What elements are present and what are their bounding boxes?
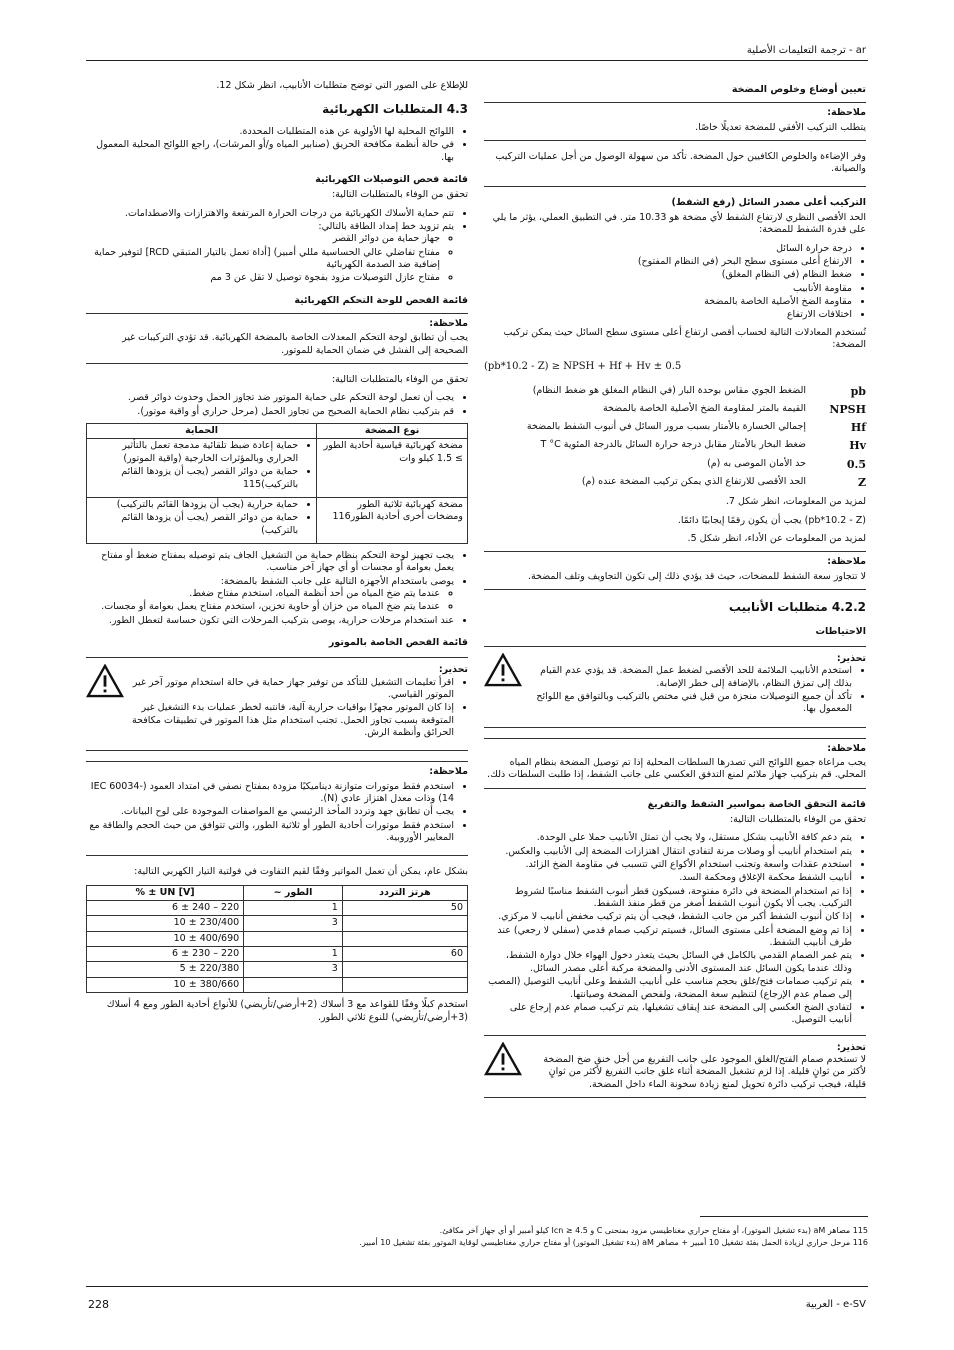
list-item: • تأكد أن جميع التوصيلات منجزة من قبل فني مختص بالتركيب وبالتوافق مع اللوائح المعمول بها.	[530, 691, 852, 716]
table-row	[87, 439, 468, 497]
sub-list	[86, 588, 454, 614]
bullet-list	[530, 665, 866, 715]
paragraph: للإطلاع على الصور التي توضح متطلبات الأنابيب، انظر شكل 12.	[216, 80, 468, 91]
table-row	[484, 401, 866, 419]
list-item: • الارتفاع أعلى مستوى سطح البحر (في النظام المفتوح)	[484, 256, 852, 268]
list-item: • ضغط النظام (في النظام المغلق)	[484, 269, 852, 281]
note-text: يتطلب التركيب الأفقي للمضخة تعديلًا خاصًا.	[695, 121, 866, 133]
table-cell: 3	[244, 916, 343, 931]
note-box	[86, 761, 468, 856]
symbol-desc: إجمالي الخسارة بالأمتار بسبب مرور السائل في أنبوب الشفط بالمضخة	[526, 421, 806, 433]
footnote: 115 مصاهر aM (بدء تشغيل الموتور)، أو مفتاح حراري مغناطيسي مزود بمنحنى C و Icn ≥ 4.5 كيلو أمبير أو أي جهاز آخر مكافئ.	[439, 1226, 868, 1235]
column-header: UN [V] ± %	[87, 885, 244, 900]
warning-triangle-icon	[484, 653, 522, 687]
paragraph: بشكل عام، يمكن أن تعمل المواتير وفقًا لقيم التفاوت في فولتية التيار الكهربي التالية:	[134, 866, 468, 878]
footnote: 116 مرحل حراري لزيادة الحمل بفئة تشغيل 10 أمبير + مصاهر aM (بدء تشغيل الموتور) أو مفتاح حراري مغناطيسي لوقاية الموتور بفئة تشغيل 10 أمبير.	[359, 1238, 868, 1248]
list-item: • استخدم الأنابيب الملائمة للحد الأقصى لضغط عمل المضخة. قد يؤدي عدم القيام بذلك إلى تمزق النظام، بالإضافة إلى خطر الإصابة.	[530, 665, 852, 690]
warning-box	[484, 646, 866, 728]
table-row	[484, 437, 866, 455]
warning-body	[132, 664, 468, 744]
note-text: لا تتجاوز سعة الشفط للمضخات، حيث قد يؤدي ذلك إلى تكون التجاويف وتلف المضخة.	[527, 570, 866, 582]
section-title: قائمة الفحص الخاصة بالموتور	[328, 636, 468, 648]
note-label: ملاحظة:	[827, 107, 866, 119]
table-cell: 3	[244, 962, 343, 977]
right-column	[484, 74, 866, 1108]
symbol: pb	[850, 384, 866, 398]
list-item: • يجب أن تعمل لوحة التحكم على حماية الموتور ضد تجاوز الحمل وحدوث دوائر قصر.	[86, 392, 454, 404]
table-cell	[87, 439, 317, 497]
column-header: الطور ~	[244, 885, 343, 900]
bullet-list	[86, 550, 468, 627]
section-heading: 4.3 المتطلبات الكهربائية	[322, 102, 468, 117]
list-item: • استخدم فقط موتورات أحادية الطور أو ثلاثية الطور، والتي تتوافق من حيث الحجم والطاقة مع المعايير الأوروبية.	[86, 820, 454, 845]
table-cell: 60	[342, 947, 467, 962]
table-row	[484, 383, 866, 401]
subsection-title: الاحتياطات	[815, 625, 866, 637]
paragraph: تُستخدم المعادلات التالية لحساب أقصى ارتفاع أعلى مستوى سطح السائل حيث يمكن تركيب المضخة:	[503, 326, 866, 351]
list-item: • تتم حماية الأسلاك الكهربائية من درجات الحرارة المرتفعة والاهتزازات والاصطدامات.	[86, 208, 454, 220]
footnotes	[86, 1226, 868, 1251]
bullet-list	[91, 440, 312, 490]
list-item: • مقاومة الأنابيب	[484, 283, 852, 295]
page-header-title: ar - ترجمة التعليمات الأصلية	[746, 45, 866, 56]
section-title: قائمة فحص التوصيلات الكهربائية	[315, 173, 468, 185]
table-cell: 1	[244, 901, 343, 916]
bullet-list	[132, 677, 468, 740]
note-box	[484, 102, 866, 141]
list-item: • يجب تجهيز لوحة التحكم بنظام حماية من التشغيل الجاف يتم توصيله بمفتاح ضغط أو مفتاح يعمل بعوامة أو مجسات أو أي جهاز آخر مناسب.	[86, 550, 454, 575]
paragraph: لمزيد من المعلومات عن الأداء، انظر شكل 5.	[687, 532, 866, 544]
table-row	[87, 931, 468, 946]
table-cell	[244, 931, 343, 946]
table-cell: 220 – 230 ± 6	[87, 947, 244, 962]
table-row	[484, 456, 866, 474]
column-header: الحماية	[87, 424, 317, 439]
bullet-list	[91, 499, 312, 537]
footer-doc-label: e-SV - العربية	[805, 1299, 866, 1310]
list-item: • يتم استخدام أنابيب أو وصلات مرنة لتفادي انتقال اهتزازات المضخة إلى الأنابيب والعكس.	[484, 846, 852, 858]
section-title: تعيين أوضاع وخلوص المضخة	[731, 84, 866, 95]
paragraph: لمزيد من المعلومات، انظر شكل 7.	[725, 496, 866, 508]
table-cell: 230/400 ± 10	[87, 916, 244, 931]
footnote-rule	[700, 1216, 868, 1217]
list-item: • حماية من دوائر القصر (يجب أن يزودها القائم بالتركيب)	[91, 512, 298, 537]
table-header-row	[87, 424, 468, 439]
table-row	[87, 497, 468, 543]
bullet-list	[86, 781, 468, 845]
paragraph: تحقق من الوفاء بالمتطلبات التالية:	[729, 814, 866, 826]
section-title: قائمة التحقق الخاصة بمواسير الشفط والتفريغ	[647, 798, 866, 810]
list-item-text: يتم تزويد خط إمداد الطاقة بالتالي:	[318, 221, 454, 232]
table-cell: مضخة كهربائية قياسية أحادية الطور ≥ 1.5 كيلو وات	[317, 439, 468, 497]
warning-body	[530, 1042, 866, 1091]
section-title: التركيب أعلى مصدر السائل (رفع الشفط)	[671, 196, 866, 208]
sub-list	[86, 233, 454, 284]
list-item: • اختلافات الارتفاع	[484, 309, 852, 321]
paragraph: الحد الأقصى النظري لارتفاع الشفط لأي مضخة هو 10.33 متر. في التطبيق العملي، يؤثر ما يلي على قدرة الشفط للمضخة:	[492, 212, 866, 236]
table-cell: 1	[244, 947, 343, 962]
bullet-list	[86, 392, 468, 418]
warning-label: تحذير:	[438, 664, 468, 676]
symbol-table	[484, 383, 866, 493]
table-row	[87, 901, 468, 916]
list-item: • إذا كان الموتور مجهزًا بواقيات حرارية آلية، فانتبه لخطر عمليات بدء التشغيل غير المتوقعة بسبب تجاوز الحمل. تجنب استخدام مثل هذا الموتور في تطبيقات مكافحة الحرائق وأنظمة الرش.	[132, 702, 454, 739]
protection-table	[86, 423, 468, 544]
list-item: • قم بتركيب نظام الحماية الصحيح من تجاوز الحمل (مرحل حراري أو واقية موتور).	[86, 406, 454, 418]
table-cell: مضخة كهربائية ثلاثية الطور ومضخات أخرى أحادية الطور116	[317, 497, 468, 543]
left-column	[86, 74, 468, 1030]
list-item: • إذا كان أنبوب الشفط أكبر من جانب الشفط، فيجب أن يتم تركيب مخفض أنابيب لا مركزي.	[484, 911, 852, 923]
table-cell: 220 – 240 ± 6	[87, 901, 244, 916]
list-item: ◦ مفتاح عازل التوصيلات مزود بفجوة توصيل لا تقل عن 3 مم	[86, 272, 440, 284]
table-cell	[342, 931, 467, 946]
section-title: قائمة الفحص للوحة التحكم الكهربائية	[294, 294, 468, 306]
list-item: ◦ عندما يتم ضخ المياه من خزان أو حاوية تخزين، استخدم مفتاح يعمل بعوامة أو مجسات.	[86, 601, 440, 613]
paragraph: تحقق من الوفاء بالمتطلبات التالية:	[331, 374, 468, 386]
list-item: • استخدم عقدات واسعة وتجنب استخدام الأكواع التي تتسبب في مقاومة الضخ الزائد.	[484, 859, 852, 871]
warning-body	[530, 653, 866, 721]
footer-rule	[86, 1286, 868, 1287]
paragraph: (pb*10.2 - Z) يجب أن يكون رقمًا إيجابيًا دائمًا.	[677, 514, 866, 526]
list-item: ◦ عندما يتم ضخ المياه من أحد أنظمة المياه، استخدم مفتاح ضغط.	[86, 588, 440, 600]
list-item: • إذا تم وضع المضخة أعلى مستوى السائل، فسيتم تركيب صمام قدمي (سفلي لا رجعي) عند طرف أنابيب الشفط.	[484, 925, 852, 950]
list-item: • أنابيب الشفط محكمة الإغلاق ومحكمة السد.	[484, 872, 852, 884]
note-text: يجب مراعاة جميع اللوائح التي تصدرها السلطات المحلية إذا تم توصيل المضخة بنظام المياه المحلي. قم بتركيب جهاز ملائم لمنع التدفق العكسي على جانب الشفط، إذا طلبت السلطات ذلك.	[487, 757, 866, 781]
list-item: • يتم دعم كافة الأنابيب بشكل مستقل، ولا يجب أن تمثل الأنابيب حملا على الوحدة.	[484, 832, 852, 844]
table-row	[87, 962, 468, 977]
warning-text: لا تستخدم صمام الفتح/الغلق الموجود على جانب التفريغ من أجل خنق ضخ المضخة لأكثر من ثوانٍ قليلة. إذا لزم تشغيل المضخة أثناء غلق جانب التفريغ لأكثر من ثوانٍ قليلة، فيجب تركيب دائرة تحويل لمنع زيادة سخونة الماء داخل المضخة.	[543, 1053, 866, 1090]
note-label: ملاحظة:	[827, 556, 866, 568]
note-box	[484, 738, 866, 789]
paragraph: وفر الإضاءة والخلوص الكافيين حول المضخة. تأكد من سهولة الوصول من أجل عمليات التركيب والصيانة.	[495, 151, 866, 175]
list-item: • درجة حرارة السائل	[484, 243, 852, 255]
bullet-list	[484, 832, 866, 1026]
symbol-desc: ضغط البخار بالأمتار مقابل درجة حرارة السائل بالدرجة المئوية T °C	[540, 439, 806, 451]
page-number: 228	[88, 1298, 109, 1311]
bullet-list	[86, 208, 468, 285]
list-item: • لتفادي الضخ العكسي إلى المضخة عند إيقاف تشغيلها، يتم تركيب صمام عدم إرجاع على أنابيب التوصيل.	[484, 1002, 852, 1027]
table-cell	[87, 497, 317, 543]
symbol: 0.5	[846, 457, 866, 471]
symbol: Hv	[849, 439, 866, 453]
npsh-formula: pb*10.2 - Z) ≥ NPSH + Hf + Hv ± 0.5)	[484, 360, 682, 372]
voltage-tolerance-table	[86, 885, 468, 993]
list-item: • حماية من دوائر القصر (يجب أن يزودها القائم بالتركيب)115	[91, 466, 298, 491]
list-item: • إذا تم استخدام المضخة في دائرة مفتوحة، فسيكون قطر أنبوب الشفط مناسبًا لشروط التركيب. يجب ألا يكون أنبوب الشفط أصغر من قطر منفذ الشفط.	[484, 886, 852, 911]
symbol: Z	[857, 475, 866, 489]
column-header: هرتز التردد	[342, 885, 467, 900]
table-cell: 220/380 ± 5	[87, 962, 244, 977]
list-item: • يجب أن تطابق جهد وتردد المأخذ الرئيسي مع المواصفات الموجودة على لوح البيانات.	[86, 806, 454, 818]
list-item: • اللوائح المحلية لها الأولوية عن هذه المتطلبات المحددة.	[86, 126, 454, 138]
bullet-list	[86, 126, 468, 164]
section-heading: 4.2.2 متطلبات الأنابيب	[728, 600, 866, 614]
warning-triangle-icon	[86, 664, 124, 698]
list-item: • حماية حرارية (يجب أن يزودها القائم بالتركيب)	[91, 499, 298, 511]
table-cell	[342, 916, 467, 931]
list-item: • اقرأ تعليمات التشغيل للتأكد من توفير جهاز حماية في حالة استخدام موتور آخر غير الموتور القياسي.	[132, 677, 454, 702]
column-header: نوع المضخة	[317, 424, 468, 439]
symbol: NPSH	[829, 402, 866, 416]
divider	[484, 186, 866, 187]
list-item: • حماية إعادة ضبط تلقائية مدمجة تعمل بالتأثير الحراري وبالمؤثرات الخارجية (واقية الموتور)	[91, 440, 298, 465]
list-item: ◦ جهاز حماية من دوائر القصر	[86, 233, 440, 245]
warning-box	[86, 657, 468, 751]
note-text: يجب أن تطابق لوحة التحكم المعدلات الخاصة بالمضخة الكهربائية. قد تؤدي التركيبات غير الصحيحة إلى الفشل في ضمان الحماية للموتور.	[122, 332, 468, 356]
table-cell	[342, 962, 467, 977]
warning-label: تحذير:	[836, 1041, 866, 1053]
table-cell	[244, 977, 343, 992]
symbol-desc: حد الأمان الموصى به (م)	[707, 457, 806, 469]
note-label: ملاحظة:	[429, 318, 468, 330]
symbol-desc: الضغط الجوي مقاس بوحدة البار (في النظام المغلق هو ضغط النظام)	[532, 384, 806, 396]
warning-triangle-icon	[484, 1042, 522, 1076]
note-box	[484, 551, 866, 590]
table-row	[87, 947, 468, 962]
table-cell: 400/690 ± 10	[87, 931, 244, 946]
table-header-row	[87, 885, 468, 900]
list-item: • في حالة أنظمة مكافحة الحريق (صنابير المياه و/أو المرشات)، راجع اللوائح المحلية المعمول بها.	[86, 139, 454, 164]
list-item: • يتم غمر الصمام القدمي بالكامل في السائل بحيث يتعذر دخول الهواء خلال دوارة الشفط، وذلك عندما يكون السائل عند المستوى الأدنى والمضخة مركبة أعلى مصدر السائل.	[484, 950, 852, 975]
list-item-text: يوصى باستخدام الأجهزة التالية على جانب الشفط بالمضخة:	[220, 575, 454, 587]
header-rule	[86, 60, 868, 61]
symbol-desc: الحد الأقصى للارتفاع الذي يمكن تركيب المضخة عنده (م)	[581, 475, 806, 487]
note-box	[86, 313, 468, 364]
warning-label: تحذير:	[836, 652, 866, 664]
table-cell: 50	[342, 901, 467, 916]
table-row	[87, 916, 468, 931]
symbol: Hf	[850, 421, 866, 435]
symbol-desc: القيمة بالمتر لمقاومة الضخ الأصلية الخاصة بالمضخة	[602, 402, 806, 414]
note-label: ملاحظة:	[429, 766, 468, 778]
list-item	[86, 221, 454, 285]
list-item: • استخدم فقط موتورات متوازنة ديناميكيًا مزودة بمفتاح نصفي في امتداد العمود (IEC 60034-14) وذات معدل اهتزاز عادي (N).	[86, 781, 454, 806]
list-item: • مقاومة الضخ الأصلية الخاصة بالمضخة	[484, 296, 852, 308]
list-item: ◦ مفتاح تفاضلي عالي الحساسية مللي أمبير) [أداة تعمل بالتيار المتبقي RCD] لتوفير حماية إضافية ضد الصدمة الكهربائية	[86, 247, 440, 272]
table-row	[484, 419, 866, 437]
paragraph: تحقق من الوفاء بالمتطلبات التالية:	[331, 189, 468, 201]
list-item: • عند استخدام مرحلات حرارية، يوصى بتركيب المرحلات التي تكون حساسة لتعطل الطور.	[86, 615, 454, 627]
table-cell	[342, 977, 467, 992]
table-row	[87, 977, 468, 992]
note-label: ملاحظة:	[827, 742, 866, 754]
bullet-list	[484, 243, 866, 322]
list-item: • يتم تركيب صمامات فتح/غلق بحجم مناسب على أنابيب الشفط وعلى أنابيب التوصيل (المصب إلى صمام عدم الإرجاع) لتنظيم سعة المضخة، ولفحص المضخة وصيانتها.	[484, 976, 852, 1001]
table-cell: 380/660 ± 10	[87, 977, 244, 992]
table-row	[484, 474, 866, 492]
paragraph: استخدم كبلًا وفقًا للقواعد مع 3 أسلاك (2+أرضي/تأريضي) للأنواع أحادية الطور ومع 4 أسلاك (3+أرضي/تأريضي) للنوع ثلاثي الطور.	[106, 999, 468, 1023]
warning-box	[484, 1035, 866, 1098]
list-item	[86, 576, 454, 614]
